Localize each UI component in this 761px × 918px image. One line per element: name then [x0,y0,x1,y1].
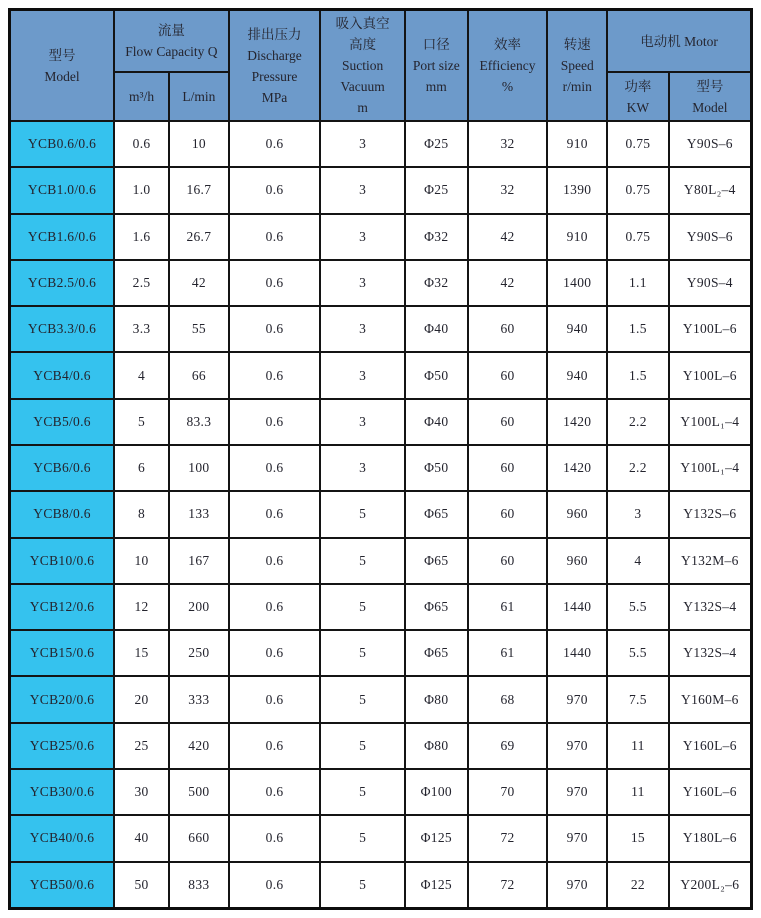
cell-discharge_mpa: 0.6 [229,306,321,352]
cell-discharge_mpa: 0.6 [229,121,321,167]
cell-power_kw: 2.2 [607,399,669,445]
table-row [10,352,752,398]
cell-port_mm: Φ25 [405,121,468,167]
cell-power_kw: 0.75 [607,121,669,167]
cell-port_mm: Φ65 [405,491,468,537]
header-flow-lmin-label: L/min [182,89,216,105]
cell-model: YCB20/0.6 [10,676,115,722]
cell-port_mm: Φ100 [405,769,468,815]
cell-power_kw: 4 [607,538,669,584]
cell-efficiency_pct: 70 [468,769,548,815]
cell-suction_m: 5 [320,676,405,722]
cell-flow_m3h: 15 [114,630,169,676]
cell-speed_rpm: 960 [547,538,607,584]
cell-motor_model: Y132S–4 [669,584,752,630]
cell-suction_m: 5 [320,491,405,537]
table-row [10,769,752,815]
cell-flow_lmin: 100 [169,445,229,491]
cell-flow_m3h: 6 [114,445,169,491]
cell-discharge_mpa: 0.6 [229,352,321,398]
cell-power_kw: 0.75 [607,167,669,213]
cell-model: YCB12/0.6 [10,584,115,630]
cell-port_mm: Φ80 [405,676,468,722]
header-flow-m3h-label: m³/h [129,89,155,105]
cell-flow_m3h: 12 [114,584,169,630]
cell-model: YCB5/0.6 [10,399,115,445]
cell-model: YCB8/0.6 [10,491,115,537]
header-motor-power-unit: KW [626,99,650,115]
header-model [10,10,115,122]
cell-speed_rpm: 970 [547,862,607,909]
cell-power_kw: 15 [607,815,669,861]
cell-power_kw: 5.5 [607,584,669,630]
header-efficiency-zh: 效率 [494,37,521,52]
cell-efficiency_pct: 32 [468,121,548,167]
cell-efficiency_pct: 61 [468,630,548,676]
cell-flow_lmin: 250 [169,630,229,676]
cell-power_kw: 3 [607,491,669,537]
cell-flow_m3h: 20 [114,676,169,722]
cell-power_kw: 1.5 [607,306,669,352]
cell-discharge_mpa: 0.6 [229,815,321,861]
header-motor-model [669,72,752,121]
cell-speed_rpm: 940 [547,306,607,352]
cell-flow_m3h: 4 [114,352,169,398]
cell-power_kw: 11 [607,769,669,815]
cell-suction_m: 3 [320,399,405,445]
header-speed [547,10,607,122]
cell-discharge_mpa: 0.6 [229,445,321,491]
table-row [10,445,752,491]
table-row [10,214,752,260]
header-suction-zh2: 高度 [349,37,377,52]
cell-model: YCB25/0.6 [10,723,115,769]
cell-discharge_mpa: 0.6 [229,769,321,815]
cell-suction_m: 3 [320,121,405,167]
cell-motor_model: Y80L₂–4 [669,167,752,213]
cell-suction_m: 3 [320,167,405,213]
cell-flow_lmin: 10 [169,121,229,167]
cell-suction_m: 5 [320,538,405,584]
cell-suction_m: 5 [320,630,405,676]
cell-motor_model: Y132S–4 [669,630,752,676]
cell-flow_lmin: 16.7 [169,167,229,213]
header-flow-m3h [114,72,169,121]
cell-discharge_mpa: 0.6 [229,214,321,260]
cell-efficiency_pct: 60 [468,538,548,584]
cell-port_mm: Φ65 [405,630,468,676]
table-header [10,10,752,122]
cell-port_mm: Φ50 [405,445,468,491]
cell-discharge_mpa: 0.6 [229,167,321,213]
cell-model: YCB30/0.6 [10,769,115,815]
cell-motor_model: Y132S–6 [669,491,752,537]
table-row [10,491,752,537]
cell-model: YCB4/0.6 [10,352,115,398]
cell-model: YCB10/0.6 [10,538,115,584]
cell-motor_model: Y100L₁–4 [669,399,752,445]
cell-flow_m3h: 2.5 [114,260,169,306]
table-row [10,630,752,676]
cell-efficiency_pct: 32 [468,167,548,213]
cell-speed_rpm: 960 [547,491,607,537]
cell-port_mm: Φ25 [405,167,468,213]
cell-suction_m: 3 [320,306,405,352]
cell-port_mm: Φ50 [405,352,468,398]
cell-suction_m: 3 [320,214,405,260]
cell-speed_rpm: 940 [547,352,607,398]
header-discharge-unit: MPa [261,89,288,105]
cell-suction_m: 5 [320,723,405,769]
cell-model: YCB1.6/0.6 [10,214,115,260]
cell-model: YCB0.6/0.6 [10,121,115,167]
table-row [10,815,752,861]
header-suction-unit: m [357,100,368,115]
cell-flow_m3h: 10 [114,538,169,584]
cell-speed_rpm: 970 [547,815,607,861]
header-model-zh: 型号 [48,47,76,63]
cell-efficiency_pct: 42 [468,214,548,260]
cell-model: YCB3.3/0.6 [10,306,115,352]
table-row [10,260,752,306]
header-discharge-pressure [229,10,321,122]
cell-model: YCB2.5/0.6 [10,260,115,306]
header-flow-lmin [169,72,229,121]
cell-flow_lmin: 167 [169,538,229,584]
cell-discharge_mpa: 0.6 [229,723,321,769]
pump-spec-table [8,8,753,910]
cell-motor_model: Y160L–6 [669,723,752,769]
cell-speed_rpm: 1420 [547,399,607,445]
cell-model: YCB6/0.6 [10,445,115,491]
header-port-size [405,10,468,122]
cell-port_mm: Φ32 [405,214,468,260]
cell-port_mm: Φ32 [405,260,468,306]
cell-discharge_mpa: 0.6 [229,399,321,445]
cell-suction_m: 5 [320,815,405,861]
cell-suction_m: 5 [320,769,405,815]
header-discharge-en2: Pressure [251,68,298,84]
cell-efficiency_pct: 60 [468,352,548,398]
cell-flow_m3h: 25 [114,723,169,769]
cell-discharge_mpa: 0.6 [229,260,321,306]
cell-flow_lmin: 83.3 [169,399,229,445]
header-motor-power-zh: 功率 [624,78,652,94]
cell-port_mm: Φ125 [405,815,468,861]
cell-flow_m3h: 1.6 [114,214,169,260]
cell-flow_lmin: 833 [169,862,229,909]
cell-motor_model: Y90S–4 [669,260,752,306]
cell-motor_model: Y100L–6 [669,306,752,352]
cell-speed_rpm: 1420 [547,445,607,491]
table-row [10,121,752,167]
cell-power_kw: 11 [607,723,669,769]
cell-efficiency_pct: 60 [468,399,548,445]
header-suction-zh1: 吸入真空 [335,16,390,31]
cell-efficiency_pct: 60 [468,491,548,537]
table-row [10,723,752,769]
cell-power_kw: 7.5 [607,676,669,722]
cell-flow_lmin: 133 [169,491,229,537]
table-row [10,862,752,909]
cell-motor_model: Y160L–6 [669,769,752,815]
cell-speed_rpm: 1440 [547,630,607,676]
cell-efficiency_pct: 60 [468,445,548,491]
cell-discharge_mpa: 0.6 [229,491,321,537]
cell-power_kw: 1.5 [607,352,669,398]
cell-port_mm: Φ65 [405,538,468,584]
header-speed-unit: r/min [562,79,592,94]
header-port-en: Port size [412,58,460,73]
table-row [10,584,752,630]
cell-motor_model: Y100L–6 [669,352,752,398]
cell-port_mm: Φ40 [405,306,468,352]
header-flow [114,10,229,73]
header-motor-model-en: Model [692,99,728,115]
cell-discharge_mpa: 0.6 [229,676,321,722]
header-discharge-zh: 排出压力 [247,26,302,42]
cell-flow_lmin: 26.7 [169,214,229,260]
cell-port_mm: Φ65 [405,584,468,630]
cell-port_mm: Φ40 [405,399,468,445]
header-port-unit: mm [425,79,447,94]
cell-flow_lmin: 200 [169,584,229,630]
cell-discharge_mpa: 0.6 [229,538,321,584]
cell-motor_model: Y100L₁–4 [669,445,752,491]
header-speed-zh: 转速 [563,37,591,52]
cell-speed_rpm: 910 [547,121,607,167]
cell-motor_model: Y90S–6 [669,121,752,167]
cell-flow_lmin: 66 [169,352,229,398]
cell-efficiency_pct: 61 [468,584,548,630]
cell-flow_m3h: 50 [114,862,169,909]
cell-motor_model: Y200L₂–6 [669,862,752,909]
cell-motor_model: Y160M–6 [669,676,752,722]
cell-flow_m3h: 3.3 [114,306,169,352]
cell-speed_rpm: 970 [547,769,607,815]
header-speed-en: Speed [560,58,594,73]
cell-port_mm: Φ125 [405,862,468,909]
cell-speed_rpm: 1400 [547,260,607,306]
cell-speed_rpm: 910 [547,214,607,260]
header-efficiency-unit: % [501,79,514,94]
table-row [10,538,752,584]
cell-flow_m3h: 30 [114,769,169,815]
cell-motor_model: Y180L–6 [669,815,752,861]
cell-model: YCB1.0/0.6 [10,167,115,213]
cell-suction_m: 5 [320,862,405,909]
cell-flow_lmin: 500 [169,769,229,815]
header-model-en: Model [44,68,80,84]
cell-efficiency_pct: 69 [468,723,548,769]
cell-model: YCB15/0.6 [10,630,115,676]
cell-power_kw: 0.75 [607,214,669,260]
table-row [10,167,752,213]
cell-speed_rpm: 1440 [547,584,607,630]
cell-discharge_mpa: 0.6 [229,630,321,676]
table-row [10,676,752,722]
cell-suction_m: 3 [320,352,405,398]
cell-flow_lmin: 333 [169,676,229,722]
table-row [10,306,752,352]
cell-suction_m: 5 [320,584,405,630]
header-efficiency-en: Efficiency [479,58,536,73]
cell-flow_m3h: 5 [114,399,169,445]
cell-efficiency_pct: 60 [468,306,548,352]
header-discharge-en1: Discharge [247,47,302,63]
cell-flow_lmin: 42 [169,260,229,306]
cell-power_kw: 1.1 [607,260,669,306]
header-motor-power [607,72,669,121]
table-body [10,121,752,908]
cell-port_mm: Φ80 [405,723,468,769]
cell-speed_rpm: 970 [547,723,607,769]
cell-motor_model: Y132M–6 [669,538,752,584]
cell-flow_m3h: 40 [114,815,169,861]
header-suction-vacuum [320,10,405,122]
table-row [10,399,752,445]
cell-discharge_mpa: 0.6 [229,862,321,909]
cell-flow_lmin: 55 [169,306,229,352]
cell-speed_rpm: 1390 [547,167,607,213]
header-motor-model-zh: 型号 [696,78,724,94]
cell-efficiency_pct: 68 [468,676,548,722]
cell-power_kw: 22 [607,862,669,909]
cell-motor_model: Y90S–6 [669,214,752,260]
cell-efficiency_pct: 72 [468,815,548,861]
cell-flow_lmin: 660 [169,815,229,861]
cell-efficiency_pct: 72 [468,862,548,909]
cell-suction_m: 3 [320,445,405,491]
cell-power_kw: 2.2 [607,445,669,491]
cell-model: YCB50/0.6 [10,862,115,909]
header-port-zh: 口径 [422,37,450,52]
header-motor [607,10,751,73]
header-flow-en: Flow Capacity Q [125,44,218,60]
header-flow-zh: 流量 [157,23,185,39]
cell-efficiency_pct: 42 [468,260,548,306]
cell-discharge_mpa: 0.6 [229,584,321,630]
cell-power_kw: 5.5 [607,630,669,676]
cell-flow_m3h: 0.6 [114,121,169,167]
cell-model: YCB40/0.6 [10,815,115,861]
cell-flow_m3h: 8 [114,491,169,537]
cell-flow_lmin: 420 [169,723,229,769]
cell-speed_rpm: 970 [547,676,607,722]
header-suction-en: Suction Vacuum [340,58,385,94]
header-efficiency [468,10,548,122]
cell-flow_m3h: 1.0 [114,167,169,213]
cell-suction_m: 3 [320,260,405,306]
header-motor-title: 电动机 Motor [640,33,718,49]
